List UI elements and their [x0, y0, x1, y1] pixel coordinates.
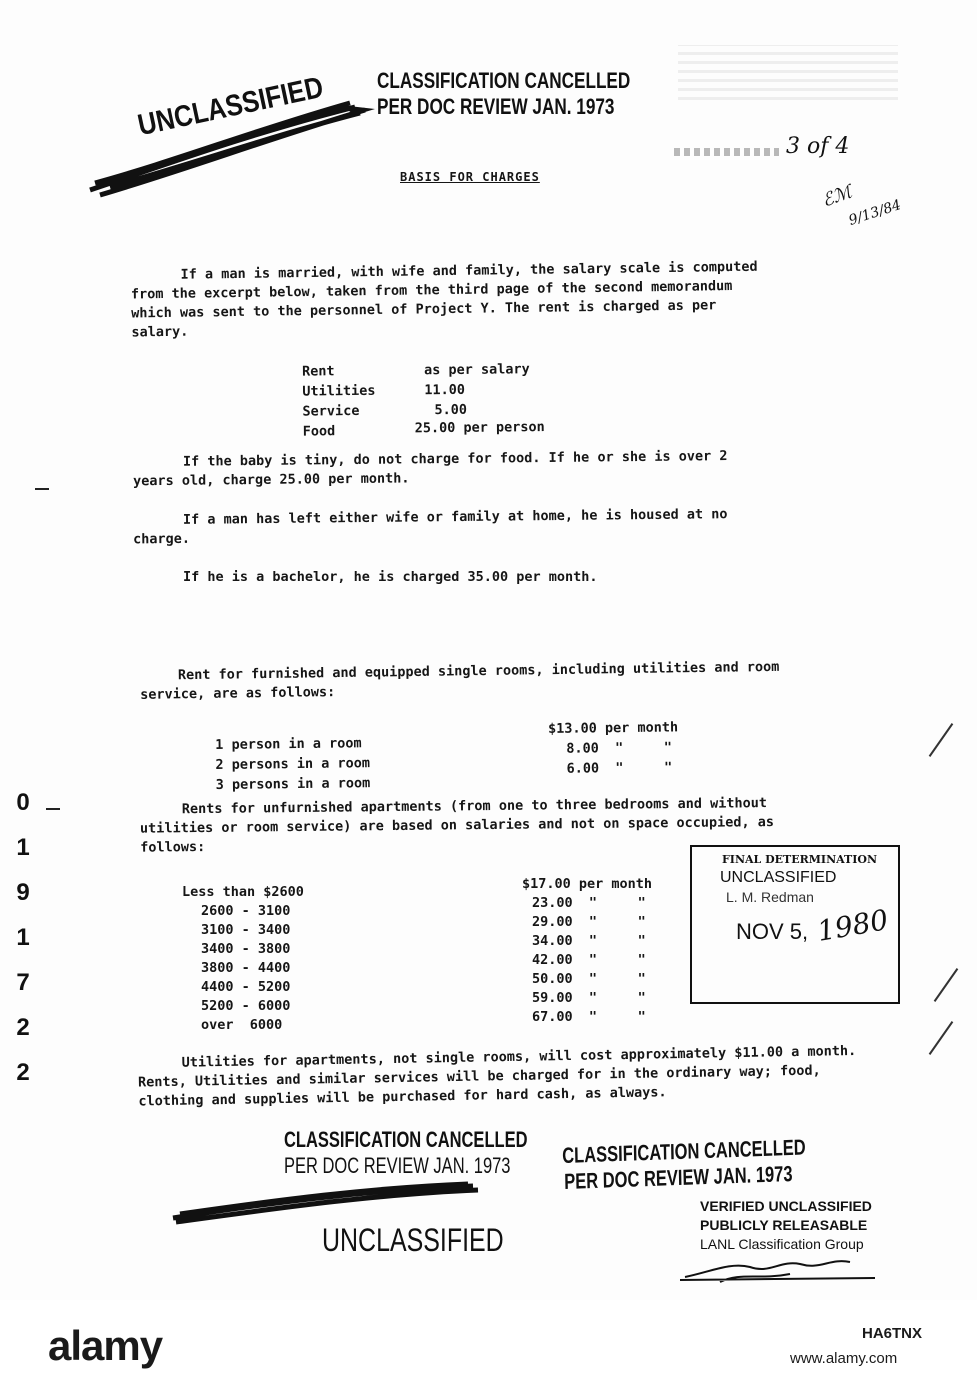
classification-cancelled-top-line2: PER DOC REVIEW JAN. 1973 [377, 94, 615, 119]
copy-number-line [674, 134, 874, 162]
paragraph-family-at-home: If a man has left either wife or family at home, he is housed at no charge. [133, 506, 728, 548]
room-rate: 6.00 " " [566, 759, 673, 777]
image-id: HA6TNX [862, 1325, 923, 1342]
salary-range: 5200 - 6000 [201, 998, 291, 1014]
classification-cancelled-bottom-right-line1: CLASSIFICATION CANCELLED [562, 1134, 806, 1168]
margin-mark [934, 968, 959, 1002]
salary-range: 3400 - 3800 [201, 941, 291, 957]
room-occupancy: 3 persons in a room [215, 775, 371, 794]
salary-range: 3800 - 4400 [201, 960, 291, 976]
site-url: www.alamy.com [790, 1350, 898, 1367]
alamy-logo: alamy [48, 1322, 163, 1369]
classification-cancelled-bottom-left-line1: CLASSIFICATION CANCELLED [284, 1127, 528, 1152]
apartment-rent: 29.00 " " [532, 914, 646, 930]
apartment-rent: 59.00 " " [532, 990, 646, 1006]
apartment-rent: 50.00 " " [532, 971, 646, 987]
side-digit: 2 [16, 1059, 30, 1086]
margin-mark [46, 808, 60, 810]
unclassified-stamp-top: UNCLASSIFIED [135, 70, 327, 143]
charge-amount: 11.00 [424, 381, 466, 399]
room-rate: 8.00 " " [566, 739, 673, 757]
room-occupancy: 1 person in a room [215, 735, 362, 754]
side-digit: 9 [16, 879, 30, 906]
room-occupancy: 2 persons in a room [215, 755, 371, 774]
margin-mark [929, 723, 954, 757]
determination-year: 1980 [814, 903, 891, 948]
side-digit: 1 [16, 834, 30, 861]
charges-table [302, 360, 602, 440]
charge-item: Rent [302, 363, 335, 380]
margin-mark [35, 488, 49, 490]
margin-mark [929, 1021, 954, 1055]
charge-amount: as per salary [424, 361, 530, 379]
side-digit: 2 [16, 1014, 30, 1041]
determination-date: NOV 5, [736, 919, 809, 944]
signature [680, 1252, 880, 1292]
paragraph-unfurnished-apartments: Rents for unfurnished apartments (from one to three bedrooms and without utilities or room service) are based on salaries and not on space occupied, as follows: [139, 795, 775, 856]
classification-cancelled-bottom-left-line2: PER DOC REVIEW JAN. 1973 [284, 1153, 511, 1178]
paragraph-single-rooms: Rent for furnished and equipped single rooms, including utilities and room service, are as follows: [140, 658, 780, 703]
apartment-rent: $17.00 per month [522, 876, 653, 892]
document-side-number [8, 780, 38, 1095]
charge-amount: 25.00 per person [414, 419, 545, 437]
salary-range: Less than $2600 [182, 884, 304, 900]
faint-header-block [678, 45, 898, 100]
reviewer-name: L. M. Redman [726, 889, 814, 905]
classification-cancelled-top-line1: CLASSIFICATION CANCELLED [377, 68, 631, 93]
salary-range: over 6000 [201, 1017, 283, 1033]
charge-item: Utilities [302, 382, 376, 400]
redaction-scribble-top [85, 95, 385, 205]
paragraph-salary-scale: If a man is married, with wife and family, the salary scale is computed from the excerpt below, taken from the third page of the second memorandum which was sent to the personnel of Project Y. The rent is charged as per salary. [130, 258, 758, 341]
room-rate: $13.00 per month [547, 719, 679, 737]
charge-item: Food [302, 423, 336, 440]
final-determination-status: UNCLASSIFIED [720, 869, 837, 886]
final-determination-header: FINAL DETERMINATION [722, 853, 878, 866]
document-title: BASIS FOR CHARGES [400, 170, 540, 184]
paragraph-utilities-and-payment: Utilities for apartments, not single rooms, will cost approximately $11.00 a month. Rents, Utilities and similar services will be charged for in the ordinary way; food, clothing and supplies will be purchased for hard cash, as always. [137, 1042, 857, 1110]
apartment-rent: 34.00 " " [532, 933, 646, 949]
salary-range: 3100 - 3400 [201, 922, 291, 938]
salary-range: 4400 - 5200 [201, 979, 291, 995]
handwritten-date: 9/13/84 [846, 197, 904, 229]
salary-range: 2600 - 3100 [201, 903, 291, 919]
apartment-rent: 23.00 " " [532, 895, 646, 911]
copy-number: 3 of 4 [786, 134, 850, 159]
rooms-table [215, 719, 715, 794]
unclassified-stamp-bottom: UNCLASSIFIED [322, 1222, 504, 1258]
handwritten-initials: ℰℳ [819, 181, 855, 212]
final-determination-stamp [690, 845, 900, 1004]
apartment-rent: 42.00 " " [532, 952, 646, 968]
charge-item: Service [302, 402, 360, 420]
classification-cancelled-bottom-right-line2: PER DOC REVIEW JAN. 1973 [564, 1161, 793, 1194]
redaction-scribble-bottom [168, 1178, 488, 1228]
side-digit: 1 [16, 924, 30, 951]
side-digit: 0 [16, 789, 30, 816]
paragraph-bachelor: If he is a bachelor, he is charged 35.00 per month. [183, 569, 598, 585]
apartment-rent: 67.00 " " [532, 1009, 646, 1025]
verified-unclassified-line2: PUBLICLY RELEASABLE [700, 1217, 868, 1233]
charge-amount: 5.00 [434, 401, 468, 419]
verified-unclassified-line3: LANL Classification Group [700, 1236, 864, 1252]
side-digit: 7 [16, 969, 30, 996]
verified-unclassified-line1: VERIFIED UNCLASSIFIED [700, 1198, 872, 1214]
paragraph-baby-charge: If the baby is tiny, do not charge for food. If he or she is over 2 years old, charge 25.00 per month. [133, 448, 728, 490]
